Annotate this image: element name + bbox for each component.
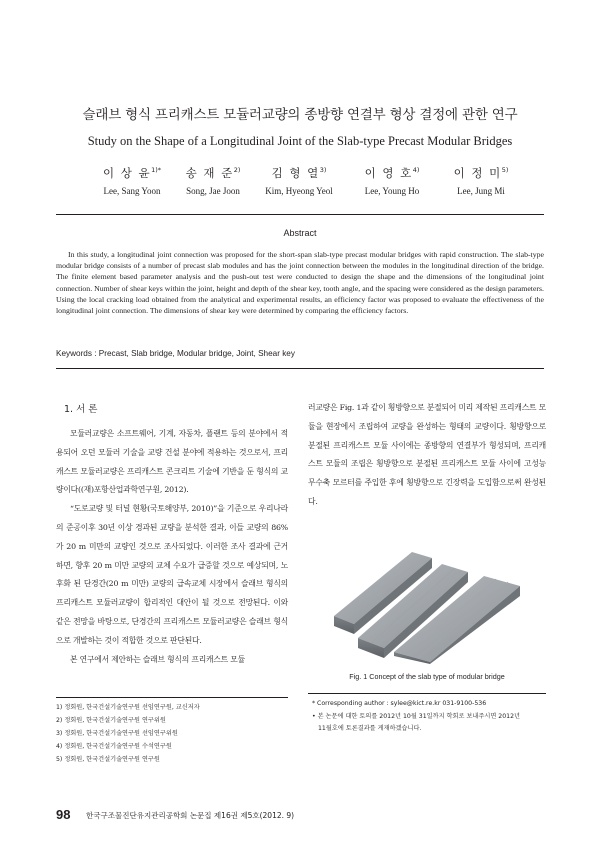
- author-name-en: Lee, Young Ho: [364, 186, 420, 196]
- author-affiliation-mark: 5): [501, 166, 509, 175]
- author-name-en: Song, Jae Joon: [186, 186, 240, 196]
- section-heading: 1. 서 론: [64, 404, 98, 415]
- slab-modules-illustration: [324, 524, 534, 664]
- abstract-body: In this study, a longitudinal joint connection was proposed for the short-span slab-type precast modular bridges with rapid construction. The slab-type modular bridge consists of a number of precast slab modules and has the joint connection between the modules in the longitudinal direction of the bridge. The finite element based parameter analysis and the push-out test were conducted to design the shape and the dimensions of the longitudinal joint connection. Number of shear keys within the joint, height and depth of the shear key, tooth angle, and the spacing were considered as the design parameters. Using the local cracking load obtained from the analytical and experimental results, an efficiency factor was proposed to evaluate the effectiveness of the longitudinal joint connection. The dimensions of shear key were determined by comparing the efficiency factors.: [56, 250, 544, 316]
- footnote: 5) 정회원, 한국건설기술연구원 연구원: [56, 756, 160, 763]
- footnote: 2) 정회원, 한국건설기술연구원 연구위원: [56, 717, 166, 724]
- paragraph: “도로교량 및 터널 현황(국토해양부, 2010)”을 기준으로 우리나라의 준공이후 30년 이상 경과된 교량을 분석한 결과, 이들 교량의 86%가 20 m 미만의 교량인 것으로 조사되었다. 이러한 조사 결과에 근거하면, 향후 20 m 미만 교량의 교체 수요가 급증할 것으로 예상되며, 노후화 된 단경간(20 m 미만) 교량의 급속교체 시장에서 슬래브 형식의 프리캐스트 모듈러교량이 합리적인 대안이 될 것으로 전망된다. 이와 같은 전망을 바탕으로, 단경간의 프리캐스트 모듈러교량은 슬래브 형식으로 개발하는 것이 적합한 것으로 판단된다.: [56, 504, 288, 645]
- paper-title-english: Study on the Shape of a Longitudinal Joint of the Slab-type Precast Modular Bridges: [87, 134, 513, 148]
- footnote: 4) 정회원, 한국건설기술연구원 수석연구원: [56, 743, 172, 750]
- page-number: 98: [56, 807, 71, 822]
- author-name-kr: 이 영 호: [364, 166, 413, 180]
- discussion-note-cont: 11월호에 토론결과를 게재하겠습니다.: [318, 725, 422, 732]
- author-affiliation-mark: 2): [233, 166, 241, 175]
- corresponding-author: * Corresponding author : sylee@kict.re.kr 031-9100-536: [312, 700, 487, 707]
- author-name-kr: 이 상 윤: [102, 166, 152, 180]
- footnote: 3) 정회원, 한국건설기술연구원 선임연구위원: [56, 730, 178, 737]
- figure-caption: Fig. 1 Concept of the slab type of modular bridge: [349, 672, 505, 681]
- right-column: [308, 399, 546, 512]
- abstract-top-rule: [56, 214, 544, 215]
- correspondence-rule: [308, 693, 546, 694]
- keywords-label: Keywords: [56, 349, 92, 358]
- abstract-bottom-rule: [56, 368, 544, 369]
- footnote: 1) 정회원, 한국건설기술연구원 선임연구원, 교신저자: [56, 704, 200, 711]
- author-name-kr: 이 정 미: [453, 166, 502, 180]
- correspondence-note: [312, 698, 548, 736]
- abstract-heading: Abstract: [283, 228, 317, 238]
- keywords-text: : Precast, Slab bridge, Modular bridge, Joint, Shear key: [94, 349, 295, 358]
- author-name-en: Lee, Jung Mi: [457, 186, 505, 196]
- footnote-rule: [56, 697, 288, 698]
- footnotes: [56, 701, 200, 766]
- discussion-note: • 본 논문에 대한 토의를 2012년 10월 31일까지 학회로 보내주시면 2012년: [312, 712, 521, 720]
- figure-slab-modules: [324, 524, 534, 668]
- author-affiliation-mark: 4): [412, 166, 420, 175]
- paragraph: 러교량은 Fig. 1과 같이 횡방향으로 분절되어 미리 제작된 프리캐스트 모듈을 현장에서 조립하여 교량을 완성하는 형태의 교량이다. 횡방향으로 분절된 프리캐스트 모듈 사이에는 종방향의 연결부가 형성되며, 프리캐스트 모듈의 조립은 횡방향으로 분절된 프리캐스트 모듈 사이에 고성능 무수축 모르터를 주입한 후에 횡방향으로 긴장력을 도입함으로써 완성된다.: [308, 403, 546, 506]
- paper-title-korean: 슬래브 형식 프리캐스트 모듈러교량의 종방향 연결부 형상 결정에 관한 연구: [82, 107, 518, 123]
- author-5: [426, 165, 536, 196]
- paragraph: 모듈러교량은 소프트웨어, 기계, 자동차, 플랜트 등의 분야에서 적용되어 오던 모듈러 기술을 교량 건설 분야에 적용하는 것으로서, 프리캐스트 모듈러교량은 프리캐스트 콘크리트 기술에 기반을 둔 형식의 교량이다((재)포항산업과학연구원, 2012).: [56, 429, 288, 495]
- left-column: [56, 425, 288, 669]
- author-name-kr: 김 형 열: [271, 166, 320, 180]
- author-name-en: Kim, Hyeong Yeol: [265, 186, 333, 196]
- paragraph: 본 연구에서 제안하는 슬래브 형식의 프리캐스트 모듈: [70, 654, 245, 664]
- author-affiliation-mark: 3): [319, 166, 327, 175]
- keywords-line: [56, 349, 295, 358]
- author-affiliation-mark: 1)*: [151, 166, 162, 175]
- journal-citation: 한국구조물진단유지관리공학회 논문집 제16권 제5호(2012. 9): [86, 811, 295, 820]
- author-name-en: Lee, Sang Yoon: [103, 186, 161, 196]
- author-name-kr: 송 재 준: [185, 166, 234, 180]
